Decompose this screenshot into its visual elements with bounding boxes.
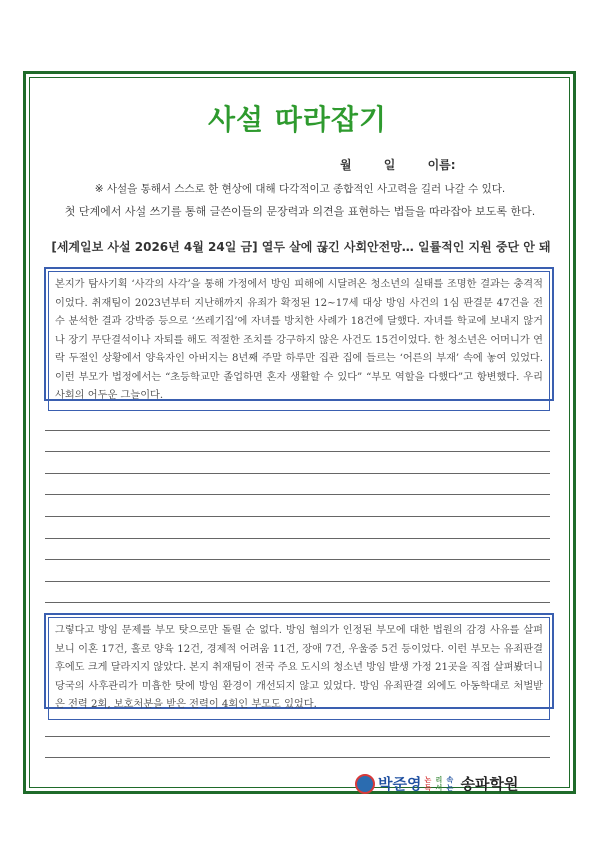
- writing-line[interactable]: [45, 582, 550, 604]
- writing-line[interactable]: [45, 495, 550, 517]
- writing-line[interactable]: [45, 474, 550, 496]
- logo-sub-char: 독: [424, 783, 432, 792]
- logo-sub-char: 서: [435, 783, 443, 792]
- academy-logo: [355, 773, 518, 794]
- writing-line[interactable]: [45, 715, 550, 737]
- writing-lines-1[interactable]: [45, 409, 550, 603]
- writing-line[interactable]: [45, 452, 550, 474]
- emblem-icon: [355, 774, 375, 794]
- date-name-line: [340, 156, 484, 173]
- name-label: 이름:: [427, 158, 456, 172]
- writing-line[interactable]: [45, 409, 550, 431]
- paragraph-1-text: 본지가 탐사기획 ‘사각의 사각’을 통해 가정에서 방임 피해에 시달려온 청소년의 실태를 조명한 결과는 충격적이었다. 취재팀이 2023년부터 지난해까지 유죄가 확정된 12~17세 대상 방임 사건의 1심 판결문 47건을 전수 분석한 결과 강박증 등으로 ‘쓰레기집’에 자녀를 방치한 사례가 18건에 달했다. 자녀를 학교에 보내지 않거나 장기 무단결석이나 자퇴를 해도 적절한 조치를 강구하지 않은 사건도 15건이었다. 한 청소년은 어머니가 연락 두절인 상황에서 양육자인 아버지는 8년째 주말 하루만 집관 집에 들르는 ‘어른의 부재’ 속에 놓여 있었다. 이런 부모가 법정에서는 “초등학교만 졸업하면 혼자 생활할 수 있다” “부모 역할을 다했다”고 항변했다. 우리 사회의 어두운 그늘이다.: [48, 271, 550, 411]
- logo-sub-char: 리: [435, 775, 443, 784]
- writing-line[interactable]: [45, 737, 550, 759]
- paragraph-box-2: [44, 613, 554, 709]
- writing-line[interactable]: [45, 539, 550, 561]
- intro-line-2: 첫 단계에서 사설 쓰기를 통해 글쓴이들의 문장력과 의견을 표현하는 법들을 따라잡아 보도록 한다.: [64, 205, 536, 218]
- logo-academy: 송파학원: [460, 775, 519, 793]
- writing-line[interactable]: [45, 517, 550, 539]
- editorial-headline: [세계일보 사설 2026년 4월 24일 금] 열두 살에 끊긴 사회안전망… 일률적인 지원 중단 안 돼: [51, 240, 551, 254]
- intro-line-1: ※ 사설을 통해서 스스로 한 현상에 대해 다각적이고 종합적인 사고력을 길러 나갈 수 있다.: [94, 183, 506, 195]
- logo-subtext: [424, 776, 457, 792]
- logo-name: 박준영: [378, 775, 422, 793]
- logo-sub-char: 속: [446, 775, 454, 784]
- writing-line[interactable]: [45, 431, 550, 453]
- month-label: 월: [340, 158, 352, 172]
- page-title: 사설 따라잡기: [207, 103, 388, 136]
- logo-sub-char: 논: [424, 775, 432, 784]
- writing-lines-2[interactable]: [45, 715, 550, 758]
- logo-sub-char: 논: [446, 783, 454, 792]
- paragraph-box-1: [44, 267, 554, 401]
- day-label: 일: [383, 158, 396, 172]
- paragraph-2-text: 그렇다고 방임 문제를 부모 탓으로만 돌릴 순 없다. 방임 혐의가 인정된 부모에 대한 법원의 감경 사유를 살펴보니 이혼 17건, 홀로 양육 12건, 경제적 어려움 11건, 장애 7건, 우울증 5건 등이었다. 이런 부모는 유죄판결 후에도 크게 달라지지 않았다. 본지 취재팀이 전국 주요 도시의 청소년 방임 발생 가정 21곳을 직접 살펴봤더니 당국의 사후관리가 미흡한 탓에 방임 환경이 개선되지 않고 있었다. 방임 유죄판결 외에도 아동학대로 처벌받은 전력 2회, 보호처분을 받은 전력이 4회인 부모도 있었다.: [48, 617, 550, 720]
- writing-line[interactable]: [45, 560, 550, 582]
